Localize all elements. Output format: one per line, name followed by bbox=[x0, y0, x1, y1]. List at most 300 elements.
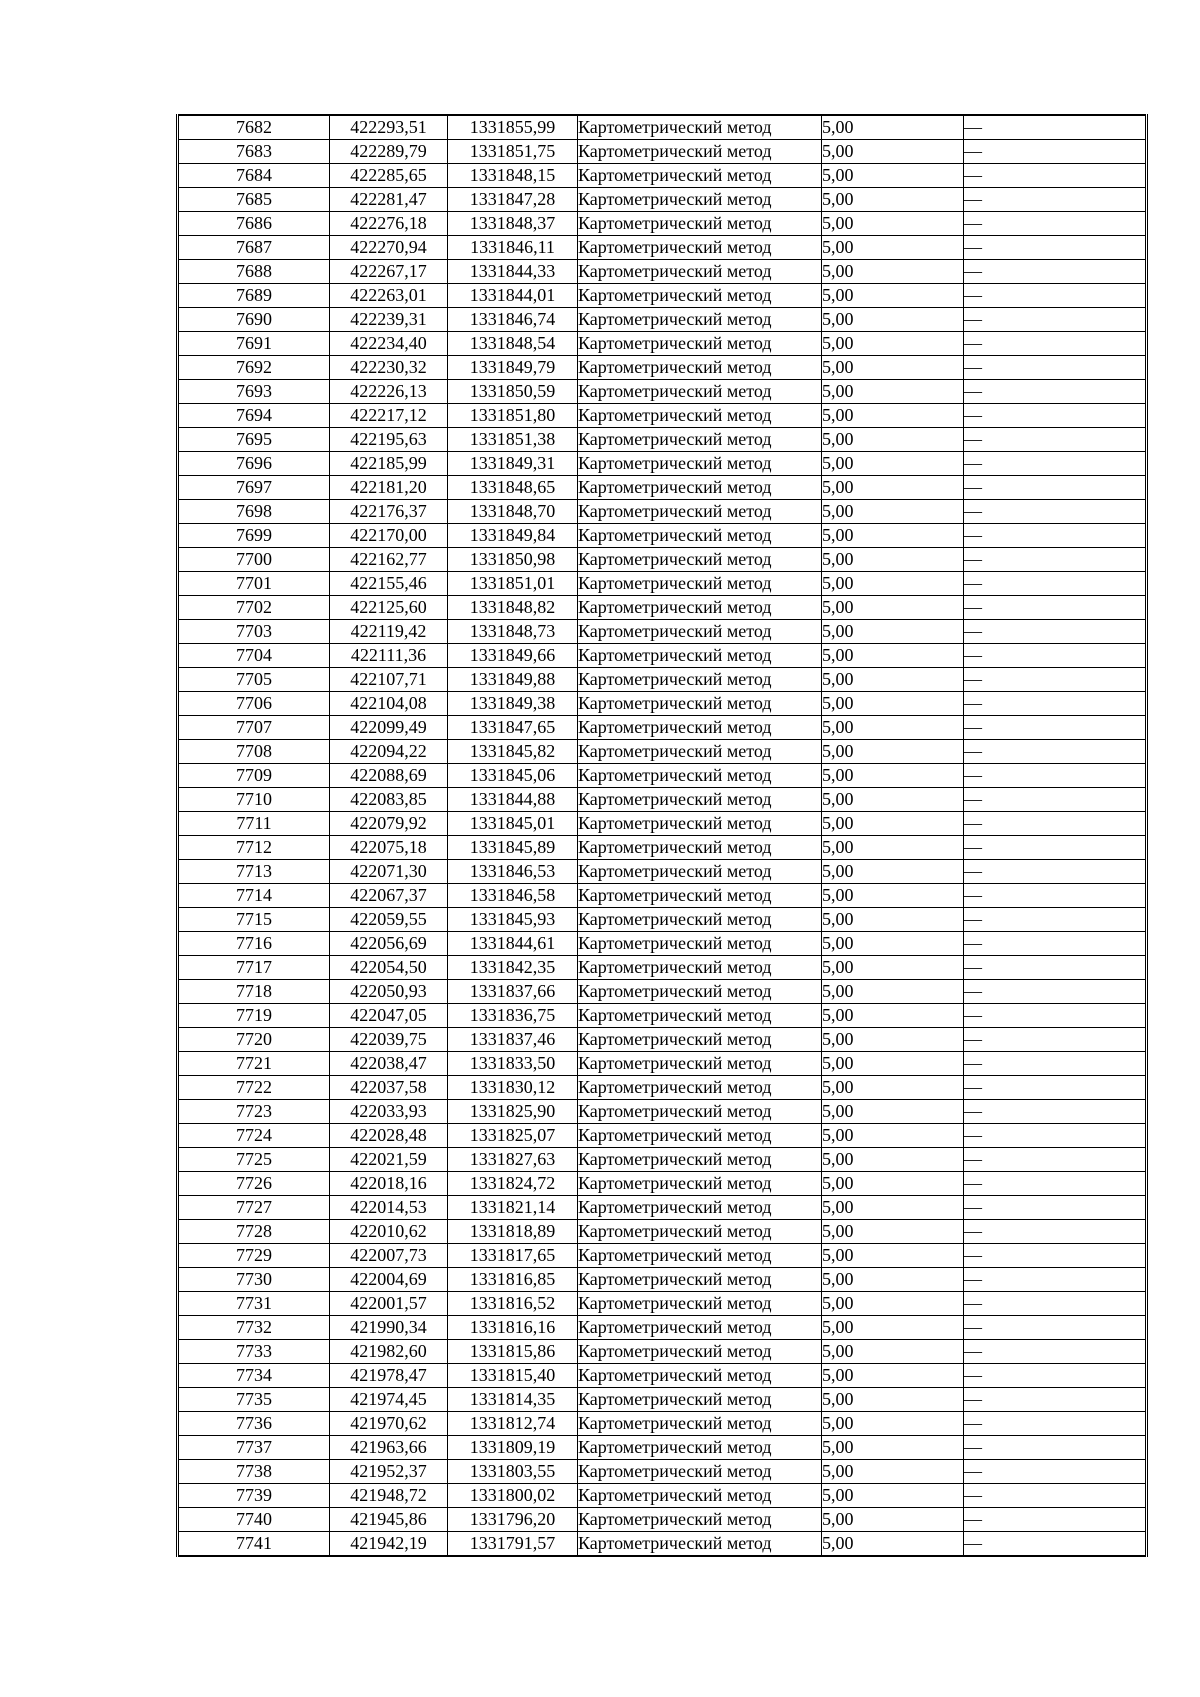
description-cell: — bbox=[964, 380, 1147, 404]
y-coordinate-cell: 1331851,80 bbox=[448, 404, 578, 428]
point-number-cell: 7724 bbox=[178, 1124, 330, 1148]
table-row bbox=[178, 740, 1147, 764]
accuracy-cell: 5,00 bbox=[822, 260, 964, 284]
y-coordinate-cell: 1331848,54 bbox=[448, 332, 578, 356]
method-cell: Картометрический метод bbox=[578, 356, 822, 380]
table-row bbox=[178, 1268, 1147, 1292]
method-cell: Картометрический метод bbox=[578, 1364, 822, 1388]
method-cell: Картометрический метод bbox=[578, 1532, 822, 1557]
point-number-cell: 7713 bbox=[178, 860, 330, 884]
method-cell: Картометрический метод bbox=[578, 1484, 822, 1508]
point-number-cell: 7707 bbox=[178, 716, 330, 740]
description-cell: — bbox=[964, 332, 1147, 356]
method-cell: Картометрический метод bbox=[578, 308, 822, 332]
accuracy-cell: 5,00 bbox=[822, 788, 964, 812]
point-number-cell: 7702 bbox=[178, 596, 330, 620]
table-row bbox=[178, 1484, 1147, 1508]
x-coordinate-cell: 422181,20 bbox=[330, 476, 448, 500]
description-cell: — bbox=[964, 188, 1147, 212]
description-cell: — bbox=[964, 1076, 1147, 1100]
y-coordinate-cell: 1331830,12 bbox=[448, 1076, 578, 1100]
x-coordinate-cell: 422217,12 bbox=[330, 404, 448, 428]
method-cell: Картометрический метод bbox=[578, 692, 822, 716]
x-coordinate-cell: 422176,37 bbox=[330, 500, 448, 524]
x-coordinate-cell: 422067,37 bbox=[330, 884, 448, 908]
description-cell: — bbox=[964, 788, 1147, 812]
accuracy-cell: 5,00 bbox=[822, 500, 964, 524]
x-coordinate-cell: 422050,93 bbox=[330, 980, 448, 1004]
description-cell: — bbox=[964, 596, 1147, 620]
method-cell: Картометрический метод bbox=[578, 260, 822, 284]
method-cell: Картометрический метод bbox=[578, 1388, 822, 1412]
y-coordinate-cell: 1331845,89 bbox=[448, 836, 578, 860]
description-cell: — bbox=[964, 716, 1147, 740]
y-coordinate-cell: 1331846,53 bbox=[448, 860, 578, 884]
y-coordinate-cell: 1331833,50 bbox=[448, 1052, 578, 1076]
point-number-cell: 7688 bbox=[178, 260, 330, 284]
description-cell: — bbox=[964, 1412, 1147, 1436]
table-row bbox=[178, 836, 1147, 860]
table-row bbox=[178, 1172, 1147, 1196]
method-cell: Картометрический метод bbox=[578, 620, 822, 644]
point-number-cell: 7739 bbox=[178, 1484, 330, 1508]
x-coordinate-cell: 422054,50 bbox=[330, 956, 448, 980]
point-number-cell: 7733 bbox=[178, 1340, 330, 1364]
y-coordinate-cell: 1331846,11 bbox=[448, 236, 578, 260]
document-page bbox=[176, 114, 1145, 1557]
y-coordinate-cell: 1331850,98 bbox=[448, 548, 578, 572]
accuracy-cell: 5,00 bbox=[822, 356, 964, 380]
accuracy-cell: 5,00 bbox=[822, 884, 964, 908]
table-row bbox=[178, 980, 1147, 1004]
point-number-cell: 7682 bbox=[178, 115, 330, 140]
point-number-cell: 7710 bbox=[178, 788, 330, 812]
description-cell: — bbox=[964, 356, 1147, 380]
table-row bbox=[178, 716, 1147, 740]
method-cell: Картометрический метод bbox=[578, 1244, 822, 1268]
description-cell: — bbox=[964, 404, 1147, 428]
y-coordinate-cell: 1331849,88 bbox=[448, 668, 578, 692]
method-cell: Картометрический метод bbox=[578, 1460, 822, 1484]
table-row bbox=[178, 668, 1147, 692]
point-number-cell: 7734 bbox=[178, 1364, 330, 1388]
method-cell: Картометрический метод bbox=[578, 1508, 822, 1532]
description-cell: — bbox=[964, 740, 1147, 764]
description-cell: — bbox=[964, 1484, 1147, 1508]
accuracy-cell: 5,00 bbox=[822, 1052, 964, 1076]
x-coordinate-cell: 422239,31 bbox=[330, 308, 448, 332]
y-coordinate-cell: 1331816,52 bbox=[448, 1292, 578, 1316]
accuracy-cell: 5,00 bbox=[822, 908, 964, 932]
description-cell: — bbox=[964, 1196, 1147, 1220]
y-coordinate-cell: 1331848,65 bbox=[448, 476, 578, 500]
table-row bbox=[178, 284, 1147, 308]
description-cell: — bbox=[964, 1100, 1147, 1124]
description-cell: — bbox=[964, 860, 1147, 884]
accuracy-cell: 5,00 bbox=[822, 212, 964, 236]
point-number-cell: 7705 bbox=[178, 668, 330, 692]
y-coordinate-cell: 1331855,99 bbox=[448, 115, 578, 140]
accuracy-cell: 5,00 bbox=[822, 308, 964, 332]
y-coordinate-cell: 1331846,74 bbox=[448, 308, 578, 332]
x-coordinate-cell: 422234,40 bbox=[330, 332, 448, 356]
description-cell: — bbox=[964, 1244, 1147, 1268]
y-coordinate-cell: 1331844,01 bbox=[448, 284, 578, 308]
point-number-cell: 7731 bbox=[178, 1292, 330, 1316]
accuracy-cell: 5,00 bbox=[822, 740, 964, 764]
coordinates-table bbox=[176, 114, 1148, 1557]
x-coordinate-cell: 422195,63 bbox=[330, 428, 448, 452]
x-coordinate-cell: 422111,36 bbox=[330, 644, 448, 668]
y-coordinate-cell: 1331849,31 bbox=[448, 452, 578, 476]
accuracy-cell: 5,00 bbox=[822, 284, 964, 308]
y-coordinate-cell: 1331825,90 bbox=[448, 1100, 578, 1124]
y-coordinate-cell: 1331825,07 bbox=[448, 1124, 578, 1148]
method-cell: Картометрический метод bbox=[578, 1196, 822, 1220]
table-row bbox=[178, 1388, 1147, 1412]
method-cell: Картометрический метод bbox=[578, 668, 822, 692]
method-cell: Картометрический метод bbox=[578, 236, 822, 260]
point-number-cell: 7725 bbox=[178, 1148, 330, 1172]
y-coordinate-cell: 1331815,40 bbox=[448, 1364, 578, 1388]
table-row bbox=[178, 1076, 1147, 1100]
y-coordinate-cell: 1331821,14 bbox=[448, 1196, 578, 1220]
point-number-cell: 7690 bbox=[178, 308, 330, 332]
method-cell: Картометрический метод bbox=[578, 908, 822, 932]
point-number-cell: 7720 bbox=[178, 1028, 330, 1052]
point-number-cell: 7701 bbox=[178, 572, 330, 596]
accuracy-cell: 5,00 bbox=[822, 1028, 964, 1052]
accuracy-cell: 5,00 bbox=[822, 1220, 964, 1244]
point-number-cell: 7685 bbox=[178, 188, 330, 212]
x-coordinate-cell: 421982,60 bbox=[330, 1340, 448, 1364]
table-row bbox=[178, 404, 1147, 428]
point-number-cell: 7700 bbox=[178, 548, 330, 572]
method-cell: Картометрический метод bbox=[578, 1028, 822, 1052]
description-cell: — bbox=[964, 692, 1147, 716]
y-coordinate-cell: 1331815,86 bbox=[448, 1340, 578, 1364]
accuracy-cell: 5,00 bbox=[822, 452, 964, 476]
method-cell: Картометрический метод bbox=[578, 788, 822, 812]
accuracy-cell: 5,00 bbox=[822, 188, 964, 212]
method-cell: Картометрический метод bbox=[578, 140, 822, 164]
x-coordinate-cell: 422014,53 bbox=[330, 1196, 448, 1220]
accuracy-cell: 5,00 bbox=[822, 1412, 964, 1436]
point-number-cell: 7712 bbox=[178, 836, 330, 860]
table-row bbox=[178, 1124, 1147, 1148]
x-coordinate-cell: 422285,65 bbox=[330, 164, 448, 188]
point-number-cell: 7684 bbox=[178, 164, 330, 188]
y-coordinate-cell: 1331816,16 bbox=[448, 1316, 578, 1340]
y-coordinate-cell: 1331814,35 bbox=[448, 1388, 578, 1412]
table-row bbox=[178, 1508, 1147, 1532]
accuracy-cell: 5,00 bbox=[822, 1244, 964, 1268]
accuracy-cell: 5,00 bbox=[822, 332, 964, 356]
accuracy-cell: 5,00 bbox=[822, 428, 964, 452]
accuracy-cell: 5,00 bbox=[822, 620, 964, 644]
description-cell: — bbox=[964, 524, 1147, 548]
point-number-cell: 7728 bbox=[178, 1220, 330, 1244]
x-coordinate-cell: 422033,93 bbox=[330, 1100, 448, 1124]
y-coordinate-cell: 1331848,37 bbox=[448, 212, 578, 236]
method-cell: Картометрический метод bbox=[578, 956, 822, 980]
x-coordinate-cell: 421945,86 bbox=[330, 1508, 448, 1532]
y-coordinate-cell: 1331847,65 bbox=[448, 716, 578, 740]
description-cell: — bbox=[964, 980, 1147, 1004]
description-cell: — bbox=[964, 764, 1147, 788]
accuracy-cell: 5,00 bbox=[822, 1436, 964, 1460]
y-coordinate-cell: 1331800,02 bbox=[448, 1484, 578, 1508]
x-coordinate-cell: 421970,62 bbox=[330, 1412, 448, 1436]
description-cell: — bbox=[964, 260, 1147, 284]
table-row bbox=[178, 1028, 1147, 1052]
method-cell: Картометрический метод bbox=[578, 1268, 822, 1292]
y-coordinate-cell: 1331848,70 bbox=[448, 500, 578, 524]
x-coordinate-cell: 421942,19 bbox=[330, 1532, 448, 1557]
point-number-cell: 7703 bbox=[178, 620, 330, 644]
point-number-cell: 7716 bbox=[178, 932, 330, 956]
point-number-cell: 7711 bbox=[178, 812, 330, 836]
table-row bbox=[178, 812, 1147, 836]
point-number-cell: 7732 bbox=[178, 1316, 330, 1340]
method-cell: Картометрический метод bbox=[578, 1124, 822, 1148]
method-cell: Картометрический метод bbox=[578, 836, 822, 860]
description-cell: — bbox=[964, 164, 1147, 188]
description-cell: — bbox=[964, 1172, 1147, 1196]
x-coordinate-cell: 422099,49 bbox=[330, 716, 448, 740]
point-number-cell: 7729 bbox=[178, 1244, 330, 1268]
point-number-cell: 7721 bbox=[178, 1052, 330, 1076]
point-number-cell: 7691 bbox=[178, 332, 330, 356]
accuracy-cell: 5,00 bbox=[822, 140, 964, 164]
table-row bbox=[178, 1412, 1147, 1436]
table-row bbox=[178, 332, 1147, 356]
point-number-cell: 7697 bbox=[178, 476, 330, 500]
method-cell: Картометрический метод bbox=[578, 164, 822, 188]
y-coordinate-cell: 1331845,82 bbox=[448, 740, 578, 764]
accuracy-cell: 5,00 bbox=[822, 1316, 964, 1340]
y-coordinate-cell: 1331849,79 bbox=[448, 356, 578, 380]
x-coordinate-cell: 422075,18 bbox=[330, 836, 448, 860]
x-coordinate-cell: 422088,69 bbox=[330, 764, 448, 788]
x-coordinate-cell: 422104,08 bbox=[330, 692, 448, 716]
method-cell: Картометрический метод bbox=[578, 572, 822, 596]
x-coordinate-cell: 422226,13 bbox=[330, 380, 448, 404]
method-cell: Картометрический метод bbox=[578, 1412, 822, 1436]
accuracy-cell: 5,00 bbox=[822, 812, 964, 836]
x-coordinate-cell: 422038,47 bbox=[330, 1052, 448, 1076]
method-cell: Картометрический метод bbox=[578, 428, 822, 452]
method-cell: Картометрический метод bbox=[578, 740, 822, 764]
description-cell: — bbox=[964, 500, 1147, 524]
accuracy-cell: 5,00 bbox=[822, 1508, 964, 1532]
accuracy-cell: 5,00 bbox=[822, 1172, 964, 1196]
y-coordinate-cell: 1331851,01 bbox=[448, 572, 578, 596]
description-cell: — bbox=[964, 644, 1147, 668]
point-number-cell: 7699 bbox=[178, 524, 330, 548]
description-cell: — bbox=[964, 1460, 1147, 1484]
method-cell: Картометрический метод bbox=[578, 1148, 822, 1172]
table-row bbox=[178, 572, 1147, 596]
table-row bbox=[178, 308, 1147, 332]
description-cell: — bbox=[964, 1148, 1147, 1172]
x-coordinate-cell: 421948,72 bbox=[330, 1484, 448, 1508]
accuracy-cell: 5,00 bbox=[822, 1196, 964, 1220]
y-coordinate-cell: 1331824,72 bbox=[448, 1172, 578, 1196]
table-row bbox=[178, 356, 1147, 380]
point-number-cell: 7737 bbox=[178, 1436, 330, 1460]
accuracy-cell: 5,00 bbox=[822, 380, 964, 404]
description-cell: — bbox=[964, 1052, 1147, 1076]
point-number-cell: 7714 bbox=[178, 884, 330, 908]
x-coordinate-cell: 422059,55 bbox=[330, 908, 448, 932]
x-coordinate-cell: 422230,32 bbox=[330, 356, 448, 380]
table-row bbox=[178, 1316, 1147, 1340]
description-cell: — bbox=[964, 908, 1147, 932]
method-cell: Картометрический метод bbox=[578, 500, 822, 524]
point-number-cell: 7694 bbox=[178, 404, 330, 428]
table-row bbox=[178, 1340, 1147, 1364]
accuracy-cell: 5,00 bbox=[822, 1292, 964, 1316]
x-coordinate-cell: 421990,34 bbox=[330, 1316, 448, 1340]
description-cell: — bbox=[964, 812, 1147, 836]
x-coordinate-cell: 422155,46 bbox=[330, 572, 448, 596]
accuracy-cell: 5,00 bbox=[822, 956, 964, 980]
table-row bbox=[178, 452, 1147, 476]
y-coordinate-cell: 1331849,66 bbox=[448, 644, 578, 668]
x-coordinate-cell: 421974,45 bbox=[330, 1388, 448, 1412]
accuracy-cell: 5,00 bbox=[822, 716, 964, 740]
y-coordinate-cell: 1331816,85 bbox=[448, 1268, 578, 1292]
point-number-cell: 7706 bbox=[178, 692, 330, 716]
description-cell: — bbox=[964, 1124, 1147, 1148]
point-number-cell: 7708 bbox=[178, 740, 330, 764]
accuracy-cell: 5,00 bbox=[822, 980, 964, 1004]
x-coordinate-cell: 422107,71 bbox=[330, 668, 448, 692]
y-coordinate-cell: 1331847,28 bbox=[448, 188, 578, 212]
table-row bbox=[178, 1100, 1147, 1124]
table-row bbox=[178, 1244, 1147, 1268]
accuracy-cell: 5,00 bbox=[822, 596, 964, 620]
x-coordinate-cell: 422007,73 bbox=[330, 1244, 448, 1268]
accuracy-cell: 5,00 bbox=[822, 1076, 964, 1100]
x-coordinate-cell: 422185,99 bbox=[330, 452, 448, 476]
point-number-cell: 7741 bbox=[178, 1532, 330, 1557]
description-cell: — bbox=[964, 115, 1147, 140]
description-cell: — bbox=[964, 1268, 1147, 1292]
accuracy-cell: 5,00 bbox=[822, 572, 964, 596]
method-cell: Картометрический метод bbox=[578, 1340, 822, 1364]
accuracy-cell: 5,00 bbox=[822, 1268, 964, 1292]
table-row bbox=[178, 548, 1147, 572]
x-coordinate-cell: 422039,75 bbox=[330, 1028, 448, 1052]
description-cell: — bbox=[964, 1220, 1147, 1244]
table-row bbox=[178, 260, 1147, 284]
table-row bbox=[178, 1052, 1147, 1076]
accuracy-cell: 5,00 bbox=[822, 1364, 964, 1388]
y-coordinate-cell: 1331848,15 bbox=[448, 164, 578, 188]
description-cell: — bbox=[964, 428, 1147, 452]
accuracy-cell: 5,00 bbox=[822, 164, 964, 188]
accuracy-cell: 5,00 bbox=[822, 236, 964, 260]
accuracy-cell: 5,00 bbox=[822, 1340, 964, 1364]
accuracy-cell: 5,00 bbox=[822, 644, 964, 668]
method-cell: Картометрический метод bbox=[578, 1172, 822, 1196]
x-coordinate-cell: 422162,77 bbox=[330, 548, 448, 572]
y-coordinate-cell: 1331851,75 bbox=[448, 140, 578, 164]
table-row bbox=[178, 236, 1147, 260]
accuracy-cell: 5,00 bbox=[822, 404, 964, 428]
y-coordinate-cell: 1331849,84 bbox=[448, 524, 578, 548]
accuracy-cell: 5,00 bbox=[822, 476, 964, 500]
table-row bbox=[178, 908, 1147, 932]
accuracy-cell: 5,00 bbox=[822, 1100, 964, 1124]
y-coordinate-cell: 1331845,93 bbox=[448, 908, 578, 932]
y-coordinate-cell: 1331844,61 bbox=[448, 932, 578, 956]
accuracy-cell: 5,00 bbox=[822, 836, 964, 860]
accuracy-cell: 5,00 bbox=[822, 860, 964, 884]
point-number-cell: 7727 bbox=[178, 1196, 330, 1220]
accuracy-cell: 5,00 bbox=[822, 1148, 964, 1172]
accuracy-cell: 5,00 bbox=[822, 1388, 964, 1412]
y-coordinate-cell: 1331837,66 bbox=[448, 980, 578, 1004]
y-coordinate-cell: 1331818,89 bbox=[448, 1220, 578, 1244]
description-cell: — bbox=[964, 1508, 1147, 1532]
table-row bbox=[178, 428, 1147, 452]
method-cell: Картометрический метод bbox=[578, 476, 822, 500]
table-row bbox=[178, 956, 1147, 980]
description-cell: — bbox=[964, 1532, 1147, 1557]
x-coordinate-cell: 422083,85 bbox=[330, 788, 448, 812]
y-coordinate-cell: 1331837,46 bbox=[448, 1028, 578, 1052]
accuracy-cell: 5,00 bbox=[822, 1532, 964, 1557]
table-row bbox=[178, 1292, 1147, 1316]
y-coordinate-cell: 1331809,19 bbox=[448, 1436, 578, 1460]
point-number-cell: 7718 bbox=[178, 980, 330, 1004]
table-row bbox=[178, 1532, 1147, 1557]
table-row bbox=[178, 764, 1147, 788]
method-cell: Картометрический метод bbox=[578, 764, 822, 788]
x-coordinate-cell: 422263,01 bbox=[330, 284, 448, 308]
description-cell: — bbox=[964, 1292, 1147, 1316]
accuracy-cell: 5,00 bbox=[822, 524, 964, 548]
table-row bbox=[178, 788, 1147, 812]
description-cell: — bbox=[964, 1028, 1147, 1052]
x-coordinate-cell: 422021,59 bbox=[330, 1148, 448, 1172]
x-coordinate-cell: 422125,60 bbox=[330, 596, 448, 620]
description-cell: — bbox=[964, 956, 1147, 980]
y-coordinate-cell: 1331849,38 bbox=[448, 692, 578, 716]
point-number-cell: 7722 bbox=[178, 1076, 330, 1100]
table-row bbox=[178, 1364, 1147, 1388]
table-row bbox=[178, 1148, 1147, 1172]
y-coordinate-cell: 1331850,59 bbox=[448, 380, 578, 404]
x-coordinate-cell: 422010,62 bbox=[330, 1220, 448, 1244]
x-coordinate-cell: 422018,16 bbox=[330, 1172, 448, 1196]
y-coordinate-cell: 1331844,88 bbox=[448, 788, 578, 812]
description-cell: — bbox=[964, 572, 1147, 596]
description-cell: — bbox=[964, 1364, 1147, 1388]
table-row bbox=[178, 524, 1147, 548]
table-row bbox=[178, 1196, 1147, 1220]
x-coordinate-cell: 422270,94 bbox=[330, 236, 448, 260]
y-coordinate-cell: 1331842,35 bbox=[448, 956, 578, 980]
method-cell: Картометрический метод bbox=[578, 212, 822, 236]
method-cell: Картометрический метод bbox=[578, 1076, 822, 1100]
description-cell: — bbox=[964, 308, 1147, 332]
y-coordinate-cell: 1331845,06 bbox=[448, 764, 578, 788]
y-coordinate-cell: 1331851,38 bbox=[448, 428, 578, 452]
